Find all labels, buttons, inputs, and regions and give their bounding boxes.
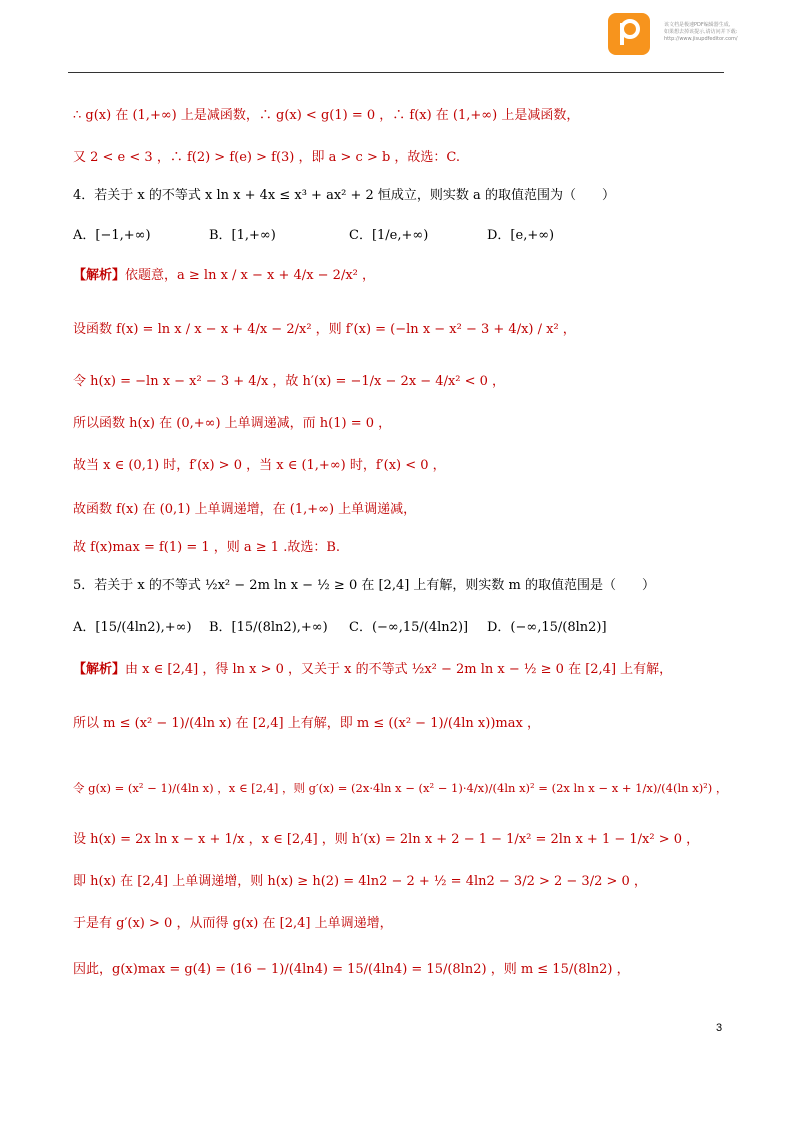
option-a: A．[15/(4ln2),+∞) <box>73 620 192 635</box>
solution-line: 设函数 f(x) = ln x / x − x + 4/x − 2/x² ，则 f′(x) = (−ln x − x² − 3 + 4/x) / x² ， <box>73 322 576 337</box>
solution-line: 又 2 < e < 3 ，∴ f(2) > f(e) > f(3) ，即 a > c > b ，故选：C. <box>73 150 461 165</box>
solution-line: 设 h(x) = 2x ln x − x + 1/x ，x ∈ [2,4] ，则 h′(x) = 2ln x + 2 − 1 − 1/x² = 2ln x + 1 − 1/x² > 0 ， <box>73 832 700 847</box>
solution-line: 所以 m ≤ (x² − 1)/(4ln x) 在 [2,4] 上有解，即 m ≤ ((x² − 1)/(4ln x))max ， <box>73 716 540 731</box>
solution-text: 由 x ∈ [2,4] ，得 ln x > 0 ，又关于 x 的不等式 ½x² − 2m ln x − ½ ≥ 0 在 [2,4] 上有解， <box>125 662 673 677</box>
analysis-label: 【解析】 <box>73 268 126 283</box>
solution-line: 于是有 g′(x) > 0 ，从而得 g(x) 在 [2,4] 上单调递增， <box>73 916 393 931</box>
header-note-link[interactable]: http://www.jisupdfeditor.com/ <box>664 36 738 42</box>
option-c: C．[1/e,+∞) <box>349 228 429 243</box>
solution-line: 故 f(x)max = f(1) = 1 ，则 a ≥ 1 .故选：B. <box>73 540 341 555</box>
solution-line: 令 g(x) = (x² − 1)/(4ln x) ，x ∈ [2,4] ，则 g′(x) = (2x·4ln x − (x² − 1)·4/x)/(4ln x)² = (2x ln x − x + 1/x)/(4(ln x)²) ， <box>73 781 728 795</box>
header-note <box>664 22 784 43</box>
publisher-logo <box>608 13 650 55</box>
solution-line: ∴ g(x) 在 (1,+∞) 上是减函数，∴ g(x) < g(1) = 0 ，∴ f(x) 在 (1,+∞) 上是减函数， <box>73 108 580 123</box>
solution-line: 故当 x ∈ (0,1) 时，f′(x) > 0 ，当 x ∈ (1,+∞) 时，f′(x) < 0 ， <box>73 458 446 473</box>
option-d: D．[e,+∞) <box>487 228 555 243</box>
solution-text: 依题意，a ≥ ln x / x − x + 4/x − 2/x² ， <box>125 268 376 283</box>
solution-line <box>73 266 733 286</box>
page-number: 3 <box>716 1022 723 1034</box>
analysis-label: 【解析】 <box>73 662 126 677</box>
solution-line: 即 h(x) 在 [2,4] 上单调递增，则 h(x) ≥ h(2) = 4ln2 − 2 + ½ = 4ln2 − 3/2 > 2 − 3/2 > 0 ， <box>73 874 647 889</box>
option-b: B．[1,+∞) <box>209 228 276 243</box>
option-d: D．(−∞,15/(8ln2)] <box>487 620 607 635</box>
question-4: 4．若关于 x 的不等式 x ln x + 4x ≤ x³ + ax² + 2 恒成立，则实数 a 的取值范围为（ ） <box>73 188 615 203</box>
header-divider <box>68 72 724 73</box>
option-c: C．(−∞,15/(4ln2)] <box>349 620 469 635</box>
p-logo-icon <box>617 19 641 47</box>
solution-line <box>73 660 733 680</box>
header-note-line: 该文档是极速PDF编辑器生成, <box>664 22 731 28</box>
option-a: A．[−1,+∞) <box>73 228 151 243</box>
option-b: B．[15/(8ln2),+∞) <box>209 620 328 635</box>
solution-line: 所以函数 h(x) 在 (0,+∞) 上单调递减，而 h(1) = 0 ， <box>73 416 392 431</box>
solution-line: 因此，g(x)max = g(4) = (16 − 1)/(4ln4) = 15/(4ln4) = 15/(8ln2) ，则 m ≤ 15/(8ln2) ， <box>73 962 630 977</box>
header-note-line: 如果想去掉该提示,请访问并下载: <box>664 29 738 35</box>
question-5: 5．若关于 x 的不等式 ½x² − 2m ln x − ½ ≥ 0 在 [2,4] 上有解，则实数 m 的取值范围是（ ） <box>73 578 656 593</box>
solution-line: 令 h(x) = −ln x − x² − 3 + 4/x ，故 h′(x) = −1/x − 2x − 4/x² < 0 ， <box>73 374 506 389</box>
solution-line: 故函数 f(x) 在 (0,1) 上单调递增，在 (1,+∞) 上单调递减， <box>73 502 417 517</box>
